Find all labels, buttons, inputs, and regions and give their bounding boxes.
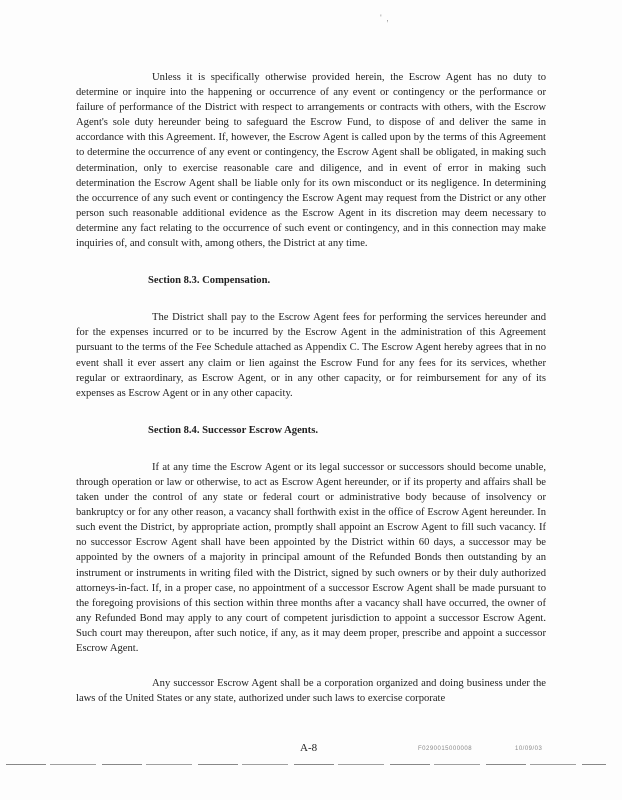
paragraph-compensation: The District shall pay to the Escrow Agent fees for performing the services hereunder and for the expenses incurred or to be incurred by the Escrow Agent in the administration of this Agreement pursuant to the terms of the Fee Schedule attached as Appendix C. The Escrow Agent hereby agrees that in no event shall it ever assert any claim or lien against the Escrow Fund for any fees for its services, whether regular or extraordinary, as Escrow Agent, or in any other capacity, or for reimbursement for any of its expenses as Escrow Agent or in any other capacity. (76, 312, 546, 399)
footer-rule (6, 764, 606, 765)
document-date: 10/09/03 (515, 746, 543, 752)
page-number: A-8 (300, 742, 318, 754)
scan-mark: ' , (380, 13, 390, 23)
paragraph-duty-of-escrow-agent: Unless it is specifically otherwise provided herein, the Escrow Agent has no duty to determine or inquire into the happening or occurrence of any event or contingency or the performance or failure of performance of the District with respect to arrangements or contracts with others, with the Escrow Agent's sole duty hereunder being to safeguard the Escrow Fund, to dispose of and deliver the same in accordance with this Agreement. If, however, the Escrow Agent is called upon by the terms of this Agreement to determine the occurrence of any event or contingency, the Escrow Agent shall be obligated, in making such determination, only to exercise reasonable care and diligence, and in event of error in making such determination the Escrow Agent shall be liable only for its own misconduct or its negligence. In determining the occurrence of any such event or contingency the Escrow Agent may request from the District or any other person such reasonable additional evidence as the Escrow Agent in its discretion may deem necessary to determine any fact relating to the occurrence of such event or contingency, and in this connection may make inquiries of, and consult with, among others, the District at any time. (76, 72, 546, 250)
section-heading-successor-escrow-agents: Section 8.4. Successor Escrow Agents. (148, 424, 318, 436)
document-body (76, 70, 546, 706)
paragraph-successor-qualifications: Any successor Escrow Agent shall be a corporation organized and doing business under the laws of the United States or any state, authorized under such laws to exercise corporate (76, 678, 546, 705)
section-heading-compensation: Section 8.3. Compensation. (148, 275, 271, 287)
document-code: F0290015000008 (418, 746, 473, 752)
paragraph-gap (76, 656, 546, 676)
paragraph-successor-escrow-agents: If at any time the Escrow Agent or its legal successor or successors should become unable, through operation or law or otherwise, to act as Escrow Agent hereunder, or if its property and affairs shall be taken under the control of any state or federal court or administrative body because of insolvency or bankruptcy or for any other reason, a vacancy shall forthwith exist in the office of Escrow Agent hereunder. In such event the District, by appropriate action, promptly shall appoint an Escrow Agent to fill such vacancy. If no successor Escrow Agent shall have been appointed by the District within 60 days, a successor may be appointed by the owners of a majority in principal amount of the Refunded Bonds then outstanding by an instrument or instruments in writing filed with the District, signed by such owners or by their duly authorized attorneys-in-fact. If, in a proper case, no appointment of a successor Escrow Agent shall be made pursuant to the foregoing provisions of this section within three months after a vacancy shall have occurred, the owner of any Refunded Bond may apply to any court of competent jurisdiction to appoint a successor Escrow Agent. Such court may thereupon, after such notice, if any, as it may deem proper, prescribe and appoint a successor Escrow Agent. (76, 461, 546, 654)
